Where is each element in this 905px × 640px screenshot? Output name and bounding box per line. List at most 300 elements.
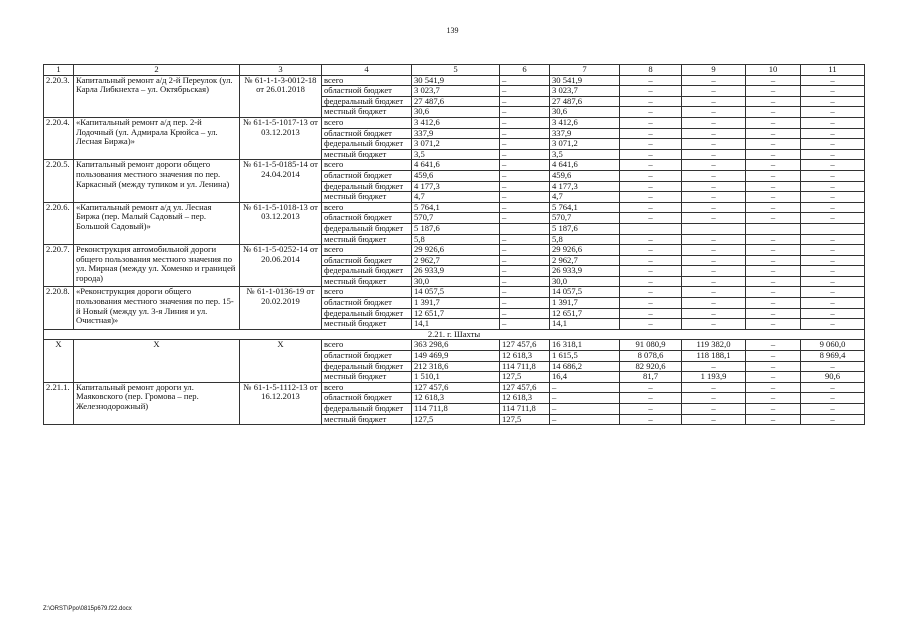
value-cell: 3 023,7 (550, 86, 620, 97)
budget-type-cell: местный бюджет (322, 414, 412, 425)
value-cell: – (801, 181, 865, 192)
value-cell: – (620, 170, 682, 181)
value-cell: 12 618,3 (412, 393, 500, 404)
value-cell: 4,7 (412, 192, 500, 203)
value-cell: 30,0 (412, 276, 500, 287)
header-cell: 10 (746, 65, 801, 76)
value-cell: – (620, 149, 682, 160)
value-cell: – (500, 202, 550, 213)
value-cell: 3 412,6 (550, 117, 620, 128)
value-cell: – (682, 319, 746, 330)
value-cell: – (801, 393, 865, 404)
budget-table (43, 64, 865, 425)
value-cell: 5 187,6 (550, 223, 620, 234)
value-cell: – (801, 382, 865, 393)
value-cell: – (500, 107, 550, 118)
value-cell: 337,9 (412, 128, 500, 139)
value-cell: 337,9 (550, 128, 620, 139)
value-cell: – (801, 287, 865, 298)
value-cell: 4 641,6 (550, 160, 620, 171)
value-cell: – (550, 414, 620, 425)
value-cell: – (620, 107, 682, 118)
item-document: № 61-1-5-1017-13 от 03.12.2013 (240, 117, 322, 159)
value-cell: – (620, 117, 682, 128)
value-cell: 363 298,6 (412, 340, 500, 351)
value-cell: – (801, 107, 865, 118)
value-cell: – (746, 298, 801, 309)
value-cell: – (801, 298, 865, 309)
value-cell: – (746, 170, 801, 181)
item-name: «Капитальный ремонт а/д пер. 2-й Лодочный (ул. Адмирала Крюйса – ул. Лесная Биржа)» (74, 117, 240, 159)
value-cell: 5,8 (550, 234, 620, 245)
value-cell: 4 641,6 (412, 160, 500, 171)
value-cell: – (620, 414, 682, 425)
value-cell: – (620, 287, 682, 298)
value-cell: – (620, 382, 682, 393)
value-cell: 4,7 (550, 192, 620, 203)
value-cell: 127 457,6 (412, 382, 500, 393)
value-cell: 16,4 (550, 372, 620, 383)
value-cell: 14 057,5 (550, 287, 620, 298)
budget-type-cell: федеральный бюджет (322, 223, 412, 234)
value-cell: – (500, 86, 550, 97)
item-code: 2.20.5. (44, 160, 74, 202)
budget-type-cell: федеральный бюджет (322, 96, 412, 107)
budget-type-cell: областной бюджет (322, 298, 412, 309)
value-cell: – (620, 202, 682, 213)
table-row (44, 245, 865, 256)
value-cell: 2 962,7 (550, 255, 620, 266)
header-cell: 11 (801, 65, 865, 76)
value-cell: 91 080,9 (620, 340, 682, 351)
value-cell: – (801, 149, 865, 160)
budget-type-cell: местный бюджет (322, 276, 412, 287)
value-cell: – (620, 75, 682, 86)
value-cell: – (801, 245, 865, 256)
value-cell: 12 651,7 (550, 308, 620, 319)
value-cell: – (682, 266, 746, 277)
value-cell: 3,5 (550, 149, 620, 160)
value-cell: – (746, 266, 801, 277)
budget-type-cell: всего (322, 160, 412, 171)
table-row (44, 160, 865, 171)
item-name: «Капитальный ремонт а/д ул. Лесная Биржа (пер. Малый Садовый – пер. Большой Садовый)» (74, 202, 240, 244)
value-cell: – (682, 139, 746, 150)
value-cell: 14 057,5 (412, 287, 500, 298)
value-cell: 1 391,7 (550, 298, 620, 309)
value-cell: – (620, 404, 682, 415)
value-cell: – (746, 319, 801, 330)
item-document: № 61-1-0136-19 от 20.02.2019 (240, 287, 322, 329)
value-cell: – (620, 255, 682, 266)
section-row (44, 329, 865, 340)
value-cell: 459,6 (412, 170, 500, 181)
item-name: Капитальный ремонт дороги ул. Маяковского (пер. Громова – пер. Железнодорожный) (74, 382, 240, 424)
value-cell: – (500, 117, 550, 128)
budget-type-cell: местный бюджет (322, 372, 412, 383)
value-cell: – (746, 234, 801, 245)
value-cell: – (682, 276, 746, 287)
value-cell: 27 487,6 (550, 96, 620, 107)
value-cell: – (620, 245, 682, 256)
value-cell: 5 764,1 (412, 202, 500, 213)
budget-type-cell: областной бюджет (322, 170, 412, 181)
value-cell: – (746, 255, 801, 266)
header-cell: 4 (322, 65, 412, 76)
value-cell: 3 071,2 (550, 139, 620, 150)
value-cell: – (500, 287, 550, 298)
value-cell: 212 318,6 (412, 361, 500, 372)
value-cell: – (620, 276, 682, 287)
value-cell: – (682, 192, 746, 203)
value-cell (746, 223, 801, 234)
value-cell (620, 223, 682, 234)
value-cell: 12 618,3 (500, 351, 550, 362)
value-cell: 127,5 (500, 372, 550, 383)
value-cell: – (801, 213, 865, 224)
value-cell: – (500, 213, 550, 224)
value-cell: – (746, 213, 801, 224)
value-cell: – (550, 382, 620, 393)
value-cell: 2 962,7 (412, 255, 500, 266)
value-cell: – (746, 276, 801, 287)
header-cell: 7 (550, 65, 620, 76)
budget-type-cell: федеральный бюджет (322, 139, 412, 150)
value-cell: – (746, 86, 801, 97)
item-document: № 61-1-5-1018-13 от 03.12.2013 (240, 202, 322, 244)
value-cell: 114 711,8 (500, 404, 550, 415)
value-cell: – (801, 319, 865, 330)
item-code: 2.21.1. (44, 382, 74, 424)
value-cell: – (500, 255, 550, 266)
value-cell: – (682, 245, 746, 256)
value-cell: – (500, 149, 550, 160)
value-cell: – (620, 139, 682, 150)
value-cell: – (746, 393, 801, 404)
item-code: 2.20.4. (44, 117, 74, 159)
value-cell: 30 541,9 (550, 75, 620, 86)
value-cell: – (801, 255, 865, 266)
value-cell: 127 457,6 (500, 382, 550, 393)
value-cell: – (500, 96, 550, 107)
value-cell: – (746, 308, 801, 319)
value-cell: – (500, 192, 550, 203)
value-cell: – (620, 308, 682, 319)
value-cell: – (682, 160, 746, 171)
value-cell: – (620, 298, 682, 309)
value-cell: 9 060,0 (801, 340, 865, 351)
item-document: № 61-1-1-3-0012-18 от 26.01.2018 (240, 75, 322, 117)
value-cell: 8 078,6 (620, 351, 682, 362)
value-cell: – (746, 139, 801, 150)
value-cell: – (620, 86, 682, 97)
value-cell: 5 764,1 (550, 202, 620, 213)
value-cell: – (620, 192, 682, 203)
value-cell: – (746, 181, 801, 192)
value-cell: – (682, 75, 746, 86)
section-title: 2.21. г. Шахты (44, 329, 865, 340)
value-cell: – (746, 404, 801, 415)
value-cell: – (682, 117, 746, 128)
value-cell: – (801, 308, 865, 319)
value-cell: – (746, 160, 801, 171)
value-cell: – (500, 298, 550, 309)
header-cell: 2 (74, 65, 240, 76)
value-cell: – (500, 181, 550, 192)
value-cell: – (550, 393, 620, 404)
item-document: № 61-1-5-1112-13 от 16.12.2013 (240, 382, 322, 424)
value-cell: – (682, 107, 746, 118)
item-document: № 61-1-5-0185-14 от 24.04.2014 (240, 160, 322, 202)
value-cell: – (746, 382, 801, 393)
value-cell: 90,6 (801, 372, 865, 383)
value-cell: 127 457,6 (500, 340, 550, 351)
budget-type-cell: всего (322, 287, 412, 298)
value-cell: – (801, 266, 865, 277)
item-code: 2.20.8. (44, 287, 74, 329)
value-cell: – (682, 234, 746, 245)
budget-type-cell: всего (322, 202, 412, 213)
value-cell: – (746, 202, 801, 213)
value-cell: 570,7 (550, 213, 620, 224)
budget-type-cell: всего (322, 340, 412, 351)
value-cell: – (500, 245, 550, 256)
value-cell: – (682, 361, 746, 372)
value-cell: – (500, 75, 550, 86)
value-cell: 29 926,6 (412, 245, 500, 256)
value-cell: – (746, 128, 801, 139)
value-cell: – (801, 139, 865, 150)
value-cell: – (620, 234, 682, 245)
value-cell: 16 318,1 (550, 340, 620, 351)
table-row (44, 382, 865, 393)
value-cell: 8 969,4 (801, 351, 865, 362)
item-document: № 61-1-5-0252-14 от 20.06.2014 (240, 245, 322, 287)
value-cell: 118 188,1 (682, 351, 746, 362)
header-cell: 1 (44, 65, 74, 76)
value-cell: – (620, 319, 682, 330)
value-cell: – (620, 181, 682, 192)
value-cell: – (746, 351, 801, 362)
file-path-footer: Z:\ORST\Ppo\0815p679.f22.docx (43, 606, 132, 612)
value-cell: 30 541,9 (412, 75, 500, 86)
value-cell: 14,1 (412, 319, 500, 330)
value-cell: – (801, 96, 865, 107)
budget-type-cell: местный бюджет (322, 234, 412, 245)
value-cell: 1 391,7 (412, 298, 500, 309)
value-cell: – (682, 393, 746, 404)
value-cell: 114 711,8 (500, 361, 550, 372)
header-row (44, 65, 865, 76)
budget-type-cell: областной бюджет (322, 213, 412, 224)
value-cell: 5 187,6 (412, 223, 500, 234)
value-cell (500, 223, 550, 234)
budget-type-cell: федеральный бюджет (322, 361, 412, 372)
table-row (44, 287, 865, 298)
value-cell: 127,5 (412, 414, 500, 425)
budget-type-cell: областной бюджет (322, 393, 412, 404)
value-cell: – (801, 234, 865, 245)
value-cell: – (500, 234, 550, 245)
budget-type-cell: всего (322, 117, 412, 128)
value-cell: – (682, 181, 746, 192)
value-cell: – (801, 192, 865, 203)
value-cell: – (746, 361, 801, 372)
value-cell: – (682, 213, 746, 224)
value-cell: – (801, 75, 865, 86)
value-cell: – (620, 128, 682, 139)
value-cell: – (682, 149, 746, 160)
value-cell: – (620, 266, 682, 277)
value-cell: – (746, 372, 801, 383)
value-cell: 82 920,6 (620, 361, 682, 372)
value-cell: – (682, 287, 746, 298)
value-cell: – (620, 160, 682, 171)
value-cell: – (682, 255, 746, 266)
value-cell: 81,7 (620, 372, 682, 383)
value-cell: – (801, 404, 865, 415)
value-cell: – (682, 382, 746, 393)
value-cell: – (746, 149, 801, 160)
table-row (44, 75, 865, 86)
item-name: Реконструкция автомобильной дороги общего пользования местного значения по ул. Мирная (между ул. Хоменко и границей города) (74, 245, 240, 287)
value-cell: – (500, 308, 550, 319)
value-cell: 27 487,6 (412, 96, 500, 107)
value-cell: – (801, 202, 865, 213)
value-cell: – (801, 414, 865, 425)
value-cell: 29 926,6 (550, 245, 620, 256)
value-cell: – (500, 319, 550, 330)
value-cell: 26 933,9 (550, 266, 620, 277)
x-mark: Х (44, 340, 74, 382)
value-cell: – (620, 213, 682, 224)
value-cell: – (746, 96, 801, 107)
value-cell: 570,7 (412, 213, 500, 224)
value-cell: – (620, 96, 682, 107)
value-cell: – (620, 393, 682, 404)
value-cell: – (682, 128, 746, 139)
value-cell: – (500, 170, 550, 181)
page-number: 139 (446, 26, 459, 35)
value-cell: – (801, 117, 865, 128)
value-cell: 149 469,9 (412, 351, 500, 362)
value-cell: – (682, 96, 746, 107)
header-cell: 5 (412, 65, 500, 76)
value-cell: 5,8 (412, 234, 500, 245)
value-cell: 14,1 (550, 319, 620, 330)
value-cell: 459,6 (550, 170, 620, 181)
budget-type-cell: всего (322, 245, 412, 256)
value-cell: – (500, 128, 550, 139)
value-cell: – (550, 404, 620, 415)
value-cell: 1 510,1 (412, 372, 500, 383)
value-cell: 3,5 (412, 149, 500, 160)
value-cell: 14 686,2 (550, 361, 620, 372)
value-cell: 4 177,3 (550, 181, 620, 192)
budget-type-cell: федеральный бюджет (322, 266, 412, 277)
value-cell: – (746, 75, 801, 86)
x-mark: Х (240, 340, 322, 382)
value-cell: – (746, 107, 801, 118)
table-body (44, 65, 865, 425)
table-row (44, 340, 865, 351)
header-cell: 3 (240, 65, 322, 76)
budget-type-cell: федеральный бюджет (322, 181, 412, 192)
value-cell: – (801, 170, 865, 181)
value-cell: – (682, 202, 746, 213)
value-cell: 1 193,9 (682, 372, 746, 383)
value-cell: 3 023,7 (412, 86, 500, 97)
value-cell (801, 223, 865, 234)
budget-type-cell: всего (322, 382, 412, 393)
item-name: Капитальный ремонт а/д 2-й Переулок (ул. Карла Либкнехта – ул. Октябрьская) (74, 75, 240, 117)
table-row (44, 202, 865, 213)
header-cell: 6 (500, 65, 550, 76)
budget-type-cell: федеральный бюджет (322, 404, 412, 415)
value-cell: 3 412,6 (412, 117, 500, 128)
budget-type-cell: областной бюджет (322, 86, 412, 97)
value-cell: – (500, 139, 550, 150)
value-cell: 30,0 (550, 276, 620, 287)
value-cell: – (746, 287, 801, 298)
header-cell: 9 (682, 65, 746, 76)
budget-type-cell: областной бюджет (322, 128, 412, 139)
value-cell: 4 177,3 (412, 181, 500, 192)
value-cell: 12 651,7 (412, 308, 500, 319)
budget-type-cell: местный бюджет (322, 149, 412, 160)
value-cell: 127,5 (500, 414, 550, 425)
budget-type-cell: местный бюджет (322, 192, 412, 203)
value-cell: – (682, 86, 746, 97)
item-code: 2.20.3. (44, 75, 74, 117)
value-cell: 114 711,8 (412, 404, 500, 415)
budget-type-cell: местный бюджет (322, 319, 412, 330)
header-cell: 8 (620, 65, 682, 76)
value-cell: – (801, 86, 865, 97)
value-cell: 30,6 (412, 107, 500, 118)
item-code: 2.20.7. (44, 245, 74, 287)
value-cell: 12 618,3 (500, 393, 550, 404)
value-cell: 1 615,5 (550, 351, 620, 362)
value-cell: – (682, 414, 746, 425)
value-cell: – (746, 245, 801, 256)
value-cell: – (801, 128, 865, 139)
value-cell: 26 933,9 (412, 266, 500, 277)
value-cell: – (746, 117, 801, 128)
value-cell: – (682, 298, 746, 309)
value-cell: – (801, 276, 865, 287)
value-cell: – (801, 160, 865, 171)
value-cell: – (500, 266, 550, 277)
value-cell: – (500, 276, 550, 287)
budget-type-cell: федеральный бюджет (322, 308, 412, 319)
value-cell: – (801, 361, 865, 372)
budget-type-cell: областной бюджет (322, 255, 412, 266)
table-row (44, 117, 865, 128)
value-cell: – (500, 160, 550, 171)
value-cell: – (746, 192, 801, 203)
budget-type-cell: областной бюджет (322, 351, 412, 362)
value-cell (682, 223, 746, 234)
value-cell: 30,6 (550, 107, 620, 118)
item-code: 2.20.6. (44, 202, 74, 244)
budget-type-cell: местный бюджет (322, 107, 412, 118)
x-mark: Х (74, 340, 240, 382)
item-name: Капитальный ремонт дороги общего пользования местного значения по пер. Каркасный (между тупиком и ул. Ленина) (74, 160, 240, 202)
budget-type-cell: всего (322, 75, 412, 86)
value-cell: 3 071,2 (412, 139, 500, 150)
value-cell: – (682, 170, 746, 181)
